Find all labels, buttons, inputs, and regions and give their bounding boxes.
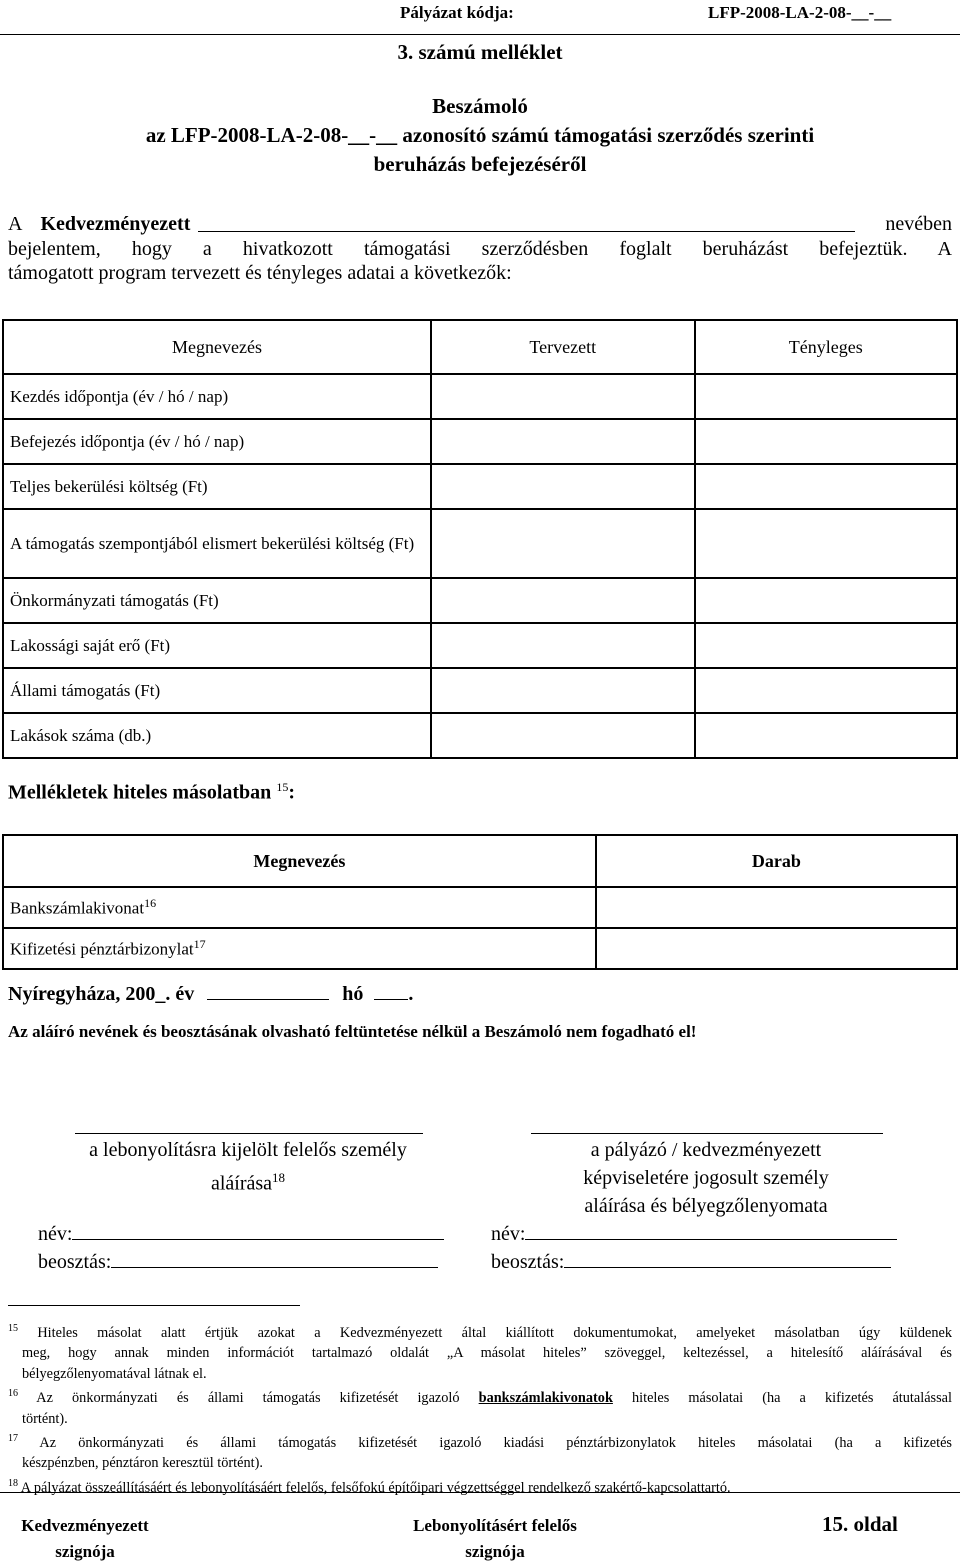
row-label: Lakossági saját erő (Ft): [3, 623, 431, 668]
right-position-label: beosztás:: [491, 1251, 565, 1273]
left-position-label: beosztás:: [38, 1251, 112, 1273]
left-signature-caption: [28, 1136, 468, 1198]
planned-cell[interactable]: [431, 668, 694, 713]
day-field[interactable]: [374, 999, 408, 1000]
footnote-ref-15: 15: [276, 780, 289, 794]
planned-cell[interactable]: [431, 419, 694, 464]
footnote-15-text: Hiteles másolat alatt értjük azokat a Kedvezményezett által kiállított dokumentumokat, amelyeket másolatban úgy küldenek: [37, 1324, 953, 1341]
attachments-title: [8, 780, 295, 805]
row-label: Befejezés időpontja (év / hó / nap): [3, 419, 431, 464]
right-signature-line[interactable]: [531, 1133, 883, 1134]
footnotes: [8, 1319, 952, 1498]
right-position-field[interactable]: [564, 1267, 891, 1268]
col-header-planned: Tervezett: [431, 320, 694, 374]
left-signature-line[interactable]: [75, 1133, 423, 1134]
planned-cell[interactable]: [431, 464, 694, 509]
row-label: A támogatás szempontjából elismert bekerülési költség (Ft): [3, 509, 431, 578]
right-sig-line1: a pályázó / kedvezményezett: [590, 1139, 822, 1161]
intro-beneficiary: Kedvezményezett: [40, 213, 191, 235]
row-label: Állami támogatás (Ft): [3, 668, 431, 713]
report-title: [0, 92, 960, 179]
footer-rule: [0, 1492, 960, 1493]
footnote-18-text: A pályázat összeállításáért és lebonyolításáért felelős, felsőfokú építőipari végzettséggel rendelkező szakértő-kapcsolattartó.: [20, 1479, 731, 1496]
left-name-label: név:: [38, 1223, 73, 1245]
intro-line3: támogatott program tervezett és tényleges adatai a következők:: [8, 262, 512, 284]
annex-title: 3. számú melléklet: [397, 40, 563, 64]
planned-cell[interactable]: [431, 713, 694, 758]
footnote-separator: [8, 1305, 300, 1306]
footnote-ref-17: 17: [193, 937, 206, 952]
intro-suffix: nevében: [885, 213, 952, 235]
footnote-15: [8, 1319, 952, 1343]
application-code-value: LFP-2008-LA-2-08-__-__: [708, 3, 892, 22]
actual-cell[interactable]: [695, 623, 958, 668]
right-position-row: [491, 1248, 891, 1276]
place-date: [8, 983, 413, 1006]
row-label: Önkormányzati támogatás (Ft): [3, 578, 431, 623]
footnote-16-num: 16: [8, 1388, 18, 1400]
footnote-17-line2: készpénzben, pénztáron keresztül történt).: [22, 1455, 263, 1472]
att-label-payment-voucher: Kifizetési pénztárbizonylat: [10, 939, 194, 959]
att-row-label: [3, 887, 596, 928]
att-label-bank-statement: Bankszámlakivonat: [10, 898, 145, 918]
footer-left-line2: szignója: [55, 1542, 115, 1561]
att-count-cell[interactable]: [596, 887, 957, 928]
page-number: 15. oldal: [822, 1512, 898, 1536]
right-sig-line2: képviseletére jogosult személy: [583, 1167, 829, 1189]
actual-cell[interactable]: [695, 509, 958, 578]
place-date-prefix: Nyíregyháza, 200_. év: [8, 983, 195, 1005]
footnote-16: [8, 1384, 952, 1408]
row-label: Teljes bekerülési költség (Ft): [3, 464, 431, 509]
attachments-table: [2, 834, 958, 970]
report-title-line2: az LFP-2008-LA-2-08-__-__ azonosító számú támogatási szerződés szerinti: [145, 123, 815, 147]
actual-cell[interactable]: [695, 713, 958, 758]
att-count-cell[interactable]: [596, 928, 957, 969]
actual-cell[interactable]: [695, 578, 958, 623]
left-position-row: [38, 1248, 438, 1276]
planned-cell[interactable]: [431, 374, 694, 419]
footnote-ref-18: 18: [272, 1170, 286, 1185]
actual-cell[interactable]: [695, 668, 958, 713]
report-title-line3: beruházás befejezéséről: [373, 152, 587, 176]
actual-cell[interactable]: [695, 464, 958, 509]
att-row-label: [3, 928, 596, 969]
right-name-field[interactable]: [525, 1239, 897, 1240]
footnote-15-num: 15: [8, 1323, 18, 1334]
footnote-16-line2: történt).: [22, 1410, 68, 1427]
actual-cell[interactable]: [695, 419, 958, 464]
beneficiary-name-field[interactable]: [198, 230, 855, 232]
footnote-17-text: Az önkormányzati és állami támogatás kifizetését igazoló kiadási pénztárbizonylatok hiteles másolatai (ha a kifizetés: [39, 1434, 952, 1451]
footnote-15-line2: meg, hogy annak minden információt tartalmazó oldalát „A másolat hiteles” szöveggel, keltezéssel, a hitelesítő aláírásával és: [22, 1345, 952, 1362]
footnote-16-pre: Az önkormányzati és állami támogatás kifizetését igazoló: [36, 1390, 460, 1407]
row-label: Kezdés időpontja (év / hó / nap): [3, 374, 431, 419]
intro-line2: bejelentem, hogy a hivatkozott támogatási szerződésben foglalt beruházást befejeztük. A: [8, 237, 952, 260]
footer-mid-line1: Lebonyolításért felelős: [413, 1516, 577, 1535]
footnote-17-num: 17: [8, 1433, 18, 1445]
program-data-table: [2, 319, 958, 759]
place-date-end: .: [408, 983, 414, 1005]
right-sig-line3: aláírása és bélyegzőlenyomata: [584, 1195, 828, 1217]
att-header-name: Megnevezés: [3, 835, 596, 887]
right-name-row: [491, 1220, 897, 1248]
actual-cell[interactable]: [695, 374, 958, 419]
right-signature-caption: [486, 1136, 926, 1220]
footer-left-line1: Kedvezményezett: [21, 1516, 149, 1535]
footnote-ref-16: 16: [144, 896, 157, 911]
intro-paragraph: [8, 212, 952, 286]
intro-prefix: A: [8, 213, 23, 235]
footnote-18-num: 18: [8, 1477, 18, 1489]
col-header-actual: Tényleges: [695, 320, 958, 374]
attachments-title-text: Mellékletek hiteles másolatban: [8, 781, 272, 804]
left-sig-line2: aláírása: [210, 1172, 273, 1195]
left-name-row: [38, 1220, 444, 1248]
footnote-15-line3: bélyegzőlenyomatával látnak el.: [22, 1365, 207, 1382]
left-name-field[interactable]: [72, 1239, 444, 1240]
application-code-label: Pályázat kódja:: [400, 3, 514, 22]
footnote-17: [8, 1429, 952, 1453]
signature-warning: Az aláíró nevének és beosztásának olvasható feltüntetése nélkül a Beszámoló nem fogadható el!: [8, 1022, 697, 1041]
place-date-month: hó: [342, 983, 364, 1005]
left-sig-line1: a lebonyolításra kijelölt felelős személy: [89, 1139, 407, 1161]
footer-beneficiary-initials: [8, 1513, 162, 1565]
planned-cell[interactable]: [431, 509, 694, 578]
footnote-18: [8, 1474, 952, 1498]
report-title-line1: Beszámoló: [432, 94, 528, 118]
month-field[interactable]: [207, 999, 329, 1000]
left-position-field[interactable]: [111, 1267, 438, 1268]
footer-mid-line2: szignója: [465, 1542, 525, 1561]
header-rule: [0, 34, 960, 35]
row-label: Lakások száma (db.): [3, 713, 431, 758]
planned-cell[interactable]: [431, 623, 694, 668]
right-name-label: név:: [491, 1223, 526, 1245]
footnote-16-underlined: bankszámlakivonatok: [478, 1390, 613, 1407]
footnote-16-post: hiteles másolatai (ha a kifizetés átutalással: [631, 1390, 953, 1407]
col-header-name: Megnevezés: [3, 320, 431, 374]
planned-cell[interactable]: [431, 578, 694, 623]
attachments-title-colon: :: [288, 781, 295, 804]
att-header-count: Darab: [596, 835, 957, 887]
footer-responsible-initials: [397, 1513, 593, 1565]
